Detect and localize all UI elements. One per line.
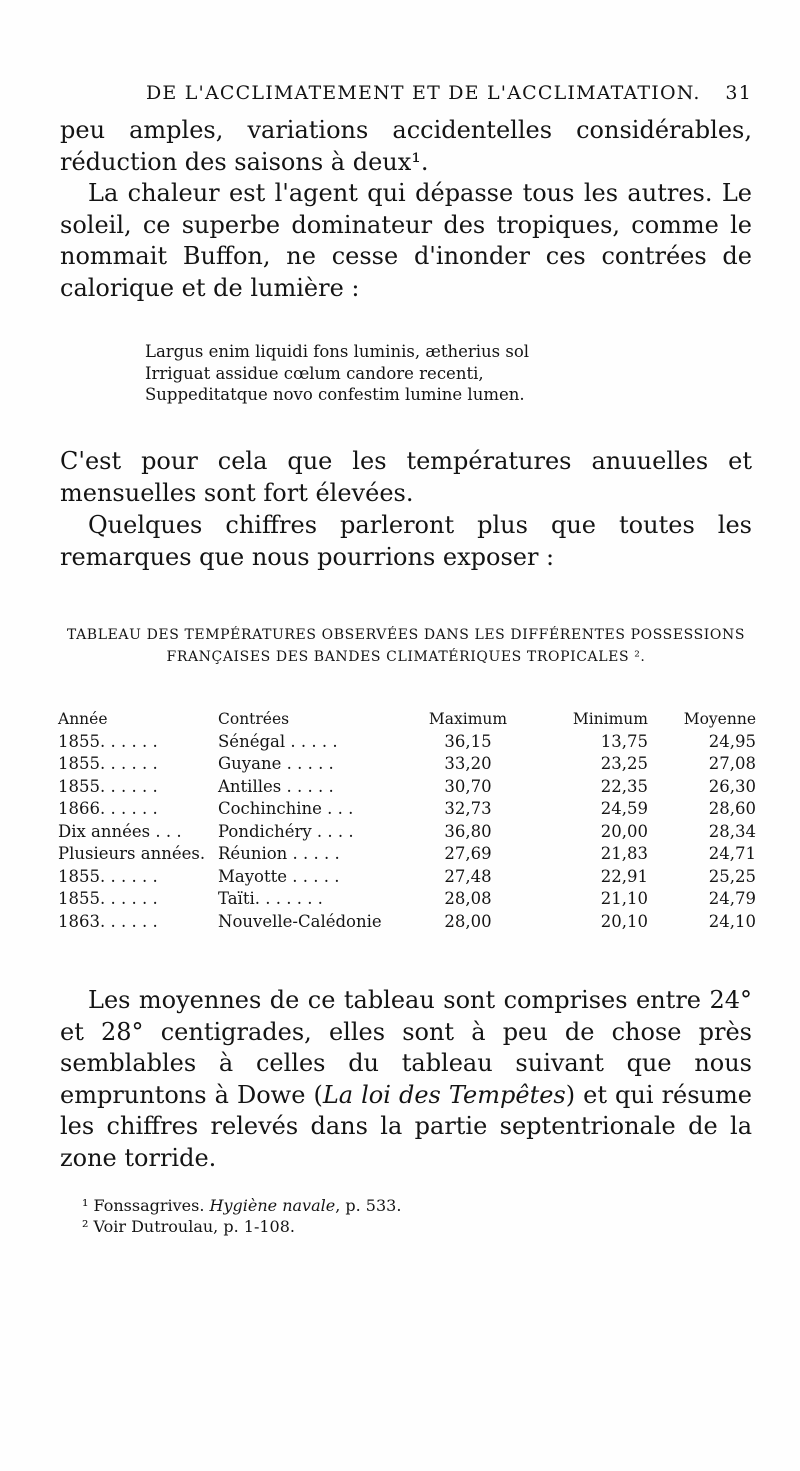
cell-minimum: 13,75 xyxy=(600,731,648,751)
cell-minimum: 20,10 xyxy=(600,911,648,931)
cell-year: 1866. . . . . . xyxy=(58,799,158,819)
table-row xyxy=(58,865,756,888)
page-number: 31 xyxy=(725,82,752,104)
cell-country: Pondichéry . . . . xyxy=(218,821,354,841)
table-header-row xyxy=(58,707,756,730)
cell-minimum: 20,00 xyxy=(600,821,648,841)
cell-average: 24,95 xyxy=(708,731,756,751)
running-head-title: DE L'ACCLIMATEMENT ET DE L'ACCLIMATATION. xyxy=(146,82,701,104)
cell-maximum: 27,48 xyxy=(444,866,492,886)
cell-year: 1855. . . . . . xyxy=(58,776,158,796)
cell-maximum: 30,70 xyxy=(444,776,492,796)
table-title-line: FRANÇAISES DES BANDES CLIMATÉRIQUES TROPICALES ². xyxy=(166,649,646,665)
cell-country: Antilles . . . . . xyxy=(218,776,334,796)
table-row xyxy=(58,798,756,821)
footnote-2: ² Voir Dutroulau, p. 1-108. xyxy=(82,1217,295,1236)
paragraph-heat: La chaleur est l'agent qui dépasse tous les autres. Le soleil, ce superbe dominateur des tropiques, comme le nommait Buffon, ne cesse d'inonder ces contrées de calorique et de lumière : xyxy=(60,179,752,302)
table-row xyxy=(58,843,756,866)
book-title-italic: La loi des Tempêtes xyxy=(322,1080,566,1109)
averages-text-start: Les moyennes de ce tableau sont comprises entre 24° et 28° centigrades, elles sont à peu de chose près semblables à celles du tableau suivant que nous empruntons à Dowe ( xyxy=(60,986,752,1109)
paragraph-figures: Quelques chiffres parleront plus que toutes les remarques que nous pourrions exposer : xyxy=(60,511,752,571)
table-row xyxy=(58,888,756,911)
cell-year: 1855. . . . . . xyxy=(58,754,158,774)
cell-average: 28,34 xyxy=(708,821,756,841)
cell-minimum: 22,91 xyxy=(600,866,648,886)
paragraph-temperatures: C'est pour cela que les températures anuuelles et mensuelles sont fort élevées. xyxy=(60,447,752,507)
cell-year: Dix années . . . xyxy=(58,821,182,841)
cell-average: 24,71 xyxy=(708,844,756,864)
header-average: Moyenne xyxy=(683,709,756,728)
footnote-1-page: , p. 533. xyxy=(335,1196,402,1215)
verse-line: Irriguat assidue cœlum candore recenti, xyxy=(145,363,484,383)
cell-country: Cochinchine . . . xyxy=(218,799,354,819)
verse-line: Largus enim liquidi fons luminis, ætherius sol xyxy=(145,342,530,361)
latin-verse xyxy=(145,341,529,406)
table-row xyxy=(58,730,756,753)
table-title xyxy=(60,624,752,668)
footnote-1-title: Hygiène navale xyxy=(209,1196,336,1215)
cell-maximum: 36,15 xyxy=(444,731,492,751)
footnote-1 xyxy=(82,1195,401,1216)
cell-year: 1855. . . . . . xyxy=(58,866,158,886)
cell-maximum: 32,73 xyxy=(444,799,492,819)
cell-average: 27,08 xyxy=(708,754,756,774)
cell-maximum: 36,80 xyxy=(444,821,492,841)
header-minimum: Minimum xyxy=(572,709,648,728)
table-row xyxy=(58,820,756,843)
cell-maximum: 28,08 xyxy=(444,889,492,909)
table-row xyxy=(58,753,756,776)
cell-maximum: 27,69 xyxy=(444,844,492,864)
cell-minimum: 21,10 xyxy=(600,889,648,909)
header-maximum: Maximum xyxy=(428,709,508,728)
cell-year: 1855. . . . . . xyxy=(58,889,158,909)
cell-year: Plusieurs années. xyxy=(58,844,206,864)
table-row xyxy=(58,775,756,798)
cell-country: Taïti. . . . . . . xyxy=(218,889,323,909)
cell-year: 1863. . . . . . xyxy=(58,911,158,931)
paragraph-averages xyxy=(60,985,752,1174)
cell-minimum: 22,35 xyxy=(600,776,648,796)
temperature-table xyxy=(58,707,756,933)
cell-minimum: 24,59 xyxy=(600,799,648,819)
cell-minimum: 23,25 xyxy=(600,754,648,774)
header-year: Année xyxy=(58,709,108,728)
cell-country: Mayotte . . . . . xyxy=(218,866,340,886)
table-title-line: TABLEAU DES TEMPÉRATURES OBSERVÉES DANS LES DIFFÉRENTES POSSESSIONS xyxy=(66,627,746,643)
cell-average: 25,25 xyxy=(708,866,756,886)
paragraph-seasons: peu amples, variations accidentelles considérables, réduction des saisons à deux¹. xyxy=(60,116,752,176)
cell-average: 26,30 xyxy=(708,776,756,796)
footnote-1-author: ¹ Fonssagrives. xyxy=(82,1196,210,1215)
cell-year: 1855. . . . . . xyxy=(58,731,158,751)
cell-average: 24,79 xyxy=(708,889,756,909)
cell-maximum: 28,00 xyxy=(444,911,492,931)
cell-country: Guyane . . . . . xyxy=(218,754,334,774)
verse-line: Suppeditatque novo confestim lumine lumen. xyxy=(145,385,525,404)
table-row xyxy=(58,910,756,933)
averages-text-end: ) et qui résume les chiffres relevés dans la partie septentrionale de la zone torride. xyxy=(60,1080,752,1172)
cell-maximum: 33,20 xyxy=(444,754,492,774)
cell-minimum: 21,83 xyxy=(600,844,648,864)
cell-average: 24,10 xyxy=(708,911,756,931)
cell-country: Réunion . . . . . xyxy=(218,844,340,864)
running-head xyxy=(60,82,752,112)
cell-average: 28,60 xyxy=(708,799,756,819)
header-country: Contrées xyxy=(218,709,290,728)
cell-country: Sénégal . . . . . xyxy=(218,731,338,751)
footnotes xyxy=(82,1195,401,1237)
cell-country: Nouvelle-Calédonie xyxy=(218,911,382,931)
